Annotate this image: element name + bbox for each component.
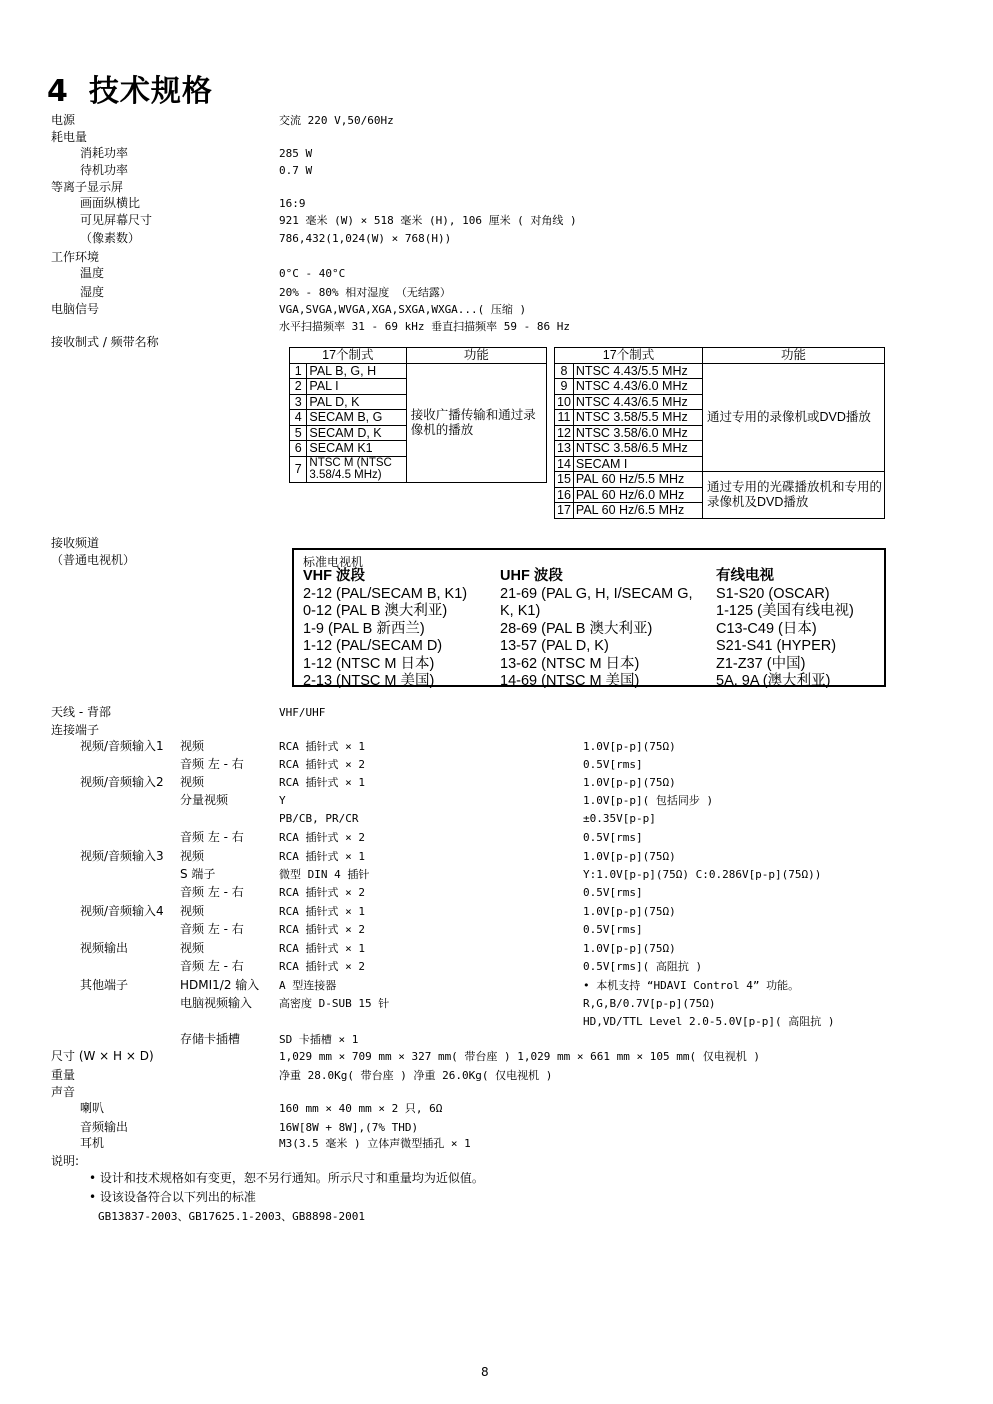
terminal-connector: PB/CB, PR/CR — [279, 812, 359, 825]
terminal-signal: R,G,B/0.7V[p-p](75Ω) — [583, 997, 716, 1010]
system-name: PAL 60 Hz/5.5 MHz — [573, 472, 702, 488]
section-title — [47, 66, 213, 110]
terminal-signal: 1.0V[p-p]( 包括同步 ) — [583, 794, 714, 807]
terminal-signal: 1.0V[p-p](75Ω) — [583, 740, 676, 753]
vhf-column — [303, 568, 467, 691]
terminal-connector: Y — [279, 794, 286, 807]
terminal-group-label: 视频/音频输入1 — [80, 739, 164, 753]
spec-label: 温度 — [80, 266, 105, 280]
system-name: NTSC 4.43/6.0 MHz — [573, 379, 702, 395]
spec-value: 921 毫米 (W) × 518 毫米 (H), 106 厘米 ( 对角线 ) — [279, 214, 577, 227]
spec-label: 耗电量 — [51, 130, 88, 144]
note-standards: GB13837-2003、GB17625.1-2003、GB8898-2001 — [98, 1210, 366, 1223]
table-header: 功能 — [406, 348, 546, 364]
terminal-signal: 1.0V[p-p](75Ω) — [583, 942, 676, 955]
row-number: 7 — [290, 456, 307, 482]
terminal-connector: A 型连接器 — [279, 979, 337, 992]
spec-label: 等离子显示屏 — [51, 180, 124, 194]
system-name: SECAM D, K — [307, 425, 406, 441]
spec-value: 交流 220 V,50/60Hz — [279, 114, 394, 127]
spec-label: 工作环境 — [51, 250, 100, 264]
terminal-connector: 微型 DIN 4 插针 — [279, 868, 370, 881]
row-number: 4 — [290, 410, 307, 426]
spec-label: 接收制式 / 频带名称 — [51, 335, 159, 349]
row-number: 8 — [555, 363, 574, 379]
channel-item: 14-69 (NTSC M 美国) — [500, 673, 640, 689]
terminal-group-label: 视频输出 — [80, 941, 129, 955]
system-name: NTSC 3.58/6.0 MHz — [573, 425, 702, 441]
terminal-type-label: HDMI1/2 输入 — [180, 978, 260, 992]
channel-item: 21-69 (PAL G, H, I/SECAM G, — [500, 585, 693, 602]
terminal-connector: RCA 插针式 × 2 — [279, 831, 365, 844]
vhf-title: VHF 波段 — [303, 568, 366, 584]
terminal-type-label: 视频 — [180, 739, 205, 753]
spec-label: 消耗功率 — [80, 146, 129, 160]
spec-value: 水平扫描频率 31 - 69 kHz 垂直扫描频率 59 - 86 Hz — [279, 320, 570, 333]
terminal-signal: 0.5V[rms] — [583, 831, 643, 844]
cable-column — [716, 568, 854, 691]
system-name: NTSC 4.43/6.5 MHz — [573, 394, 702, 410]
terminal-type-label: 视频 — [180, 941, 205, 955]
system-name: SECAM B, G — [307, 410, 406, 426]
spec-value: 净重 28.0Kg( 带台座 ) 净重 26.0Kg( 仅电视机 ) — [279, 1069, 553, 1082]
row-number: 5 — [290, 425, 307, 441]
spec-label: 待机功率 — [80, 163, 129, 177]
channel-item: 1-12 (NTSC M 日本) — [303, 655, 435, 672]
row-number: 6 — [290, 441, 307, 457]
terminal-signal: 1.0V[p-p](75Ω) — [583, 905, 676, 918]
terminal-type-label: 音频 左 - 右 — [180, 922, 244, 936]
terminal-signal: HD,VD/TTL Level 2.0-5.0V[p-p]( 高阻抗 ) — [583, 1015, 835, 1028]
uhf-title: UHF 波段 — [500, 568, 563, 584]
terminal-type-label: 音频 左 - 右 — [180, 959, 244, 973]
spec-value: 1,029 mm × 709 mm × 327 mm( 带台座 ) 1,029 mm × 661 mm × 105 mm( 仅电视机 ) — [279, 1050, 760, 1063]
terminal-type-label: 视频 — [180, 775, 205, 789]
row-number: 10 — [555, 394, 574, 410]
channel-item: 2-12 (PAL/SECAM B, K1) — [303, 585, 468, 602]
channels-label: 接收频道 — [51, 536, 100, 550]
spec-label: 画面纵横比 — [80, 196, 141, 210]
terminal-connector: RCA 插针式 × 2 — [279, 886, 365, 899]
terminal-connector: RCA 插针式 × 1 — [279, 776, 365, 789]
row-number: 11 — [555, 410, 574, 426]
note-item: • 设计和技术规格如有变更，恕不另行通知。所示尺寸和重量均为近似值。 — [89, 1171, 484, 1185]
terminal-type-label: 视频 — [180, 904, 205, 918]
terminal-signal: 0.5V[rms] — [583, 886, 643, 899]
row-number: 17 — [555, 503, 574, 519]
terminal-group-label: 天线 - 背部 — [51, 705, 111, 719]
terminal-signal: ±0.35V[p-p] — [583, 812, 656, 825]
channel-item: C13-C49 (日本) — [716, 620, 817, 637]
row-number: 13 — [555, 441, 574, 457]
system-name: PAL D, K — [307, 394, 406, 410]
spec-value: 16W[8W + 8W],(7% THD) — [279, 1121, 419, 1134]
section-title-text: 技术规格 — [88, 74, 213, 109]
terminal-group-label: 视频/音频输入2 — [80, 775, 164, 789]
spec-value: 0.7 W — [279, 164, 313, 177]
terminal-type-label: 电脑视频输入 — [180, 996, 253, 1010]
channel-item: 1-9 (PAL B 新西兰) — [303, 620, 425, 637]
spec-value: VGA,SVGA,WVGA,XGA,SXGA,WXGA...( 压缩 ) — [279, 303, 527, 316]
terminal-connector: RCA 插针式 × 1 — [279, 942, 365, 955]
uhf-column — [500, 568, 693, 691]
terminal-type-label: 视频 — [180, 849, 205, 863]
terminal-type-label: 音频 左 - 右 — [180, 757, 244, 771]
channel-item: Z1-Z37 (中国) — [716, 655, 806, 672]
channel-item: 28-69 (PAL B 澳大利亚) — [500, 620, 653, 637]
channel-item: 0-12 (PAL B 澳大利亚) — [303, 603, 448, 619]
terminal-connector: RCA 插针式 × 2 — [279, 923, 365, 936]
terminal-connector: RCA 插针式 × 1 — [279, 740, 365, 753]
function-cell: 通过专用的光碟播放机和专用的录像机及DVD播放 — [703, 472, 885, 519]
spec-label: （像素数） — [80, 231, 141, 245]
channels-sublabel: （普通电视机） — [51, 553, 136, 567]
channel-item: 2-13 (NTSC M 美国) — [303, 673, 435, 689]
terminal-group-label: 连接端子 — [51, 723, 100, 737]
spec-value: 0°C - 40°C — [279, 267, 346, 280]
system-name: NTSC 4.43/5.5 MHz — [573, 363, 702, 379]
terminal-connector: 高密度 D-SUB 15 针 — [279, 997, 390, 1010]
cable-title: 有线电视 — [716, 568, 774, 584]
function-cell: 接收广播传输和通过录像机的播放 — [406, 363, 546, 482]
spec-value: 285 W — [279, 147, 313, 160]
channel-item: 13-62 (NTSC M 日本) — [500, 655, 640, 672]
channels-box — [292, 548, 886, 687]
spec-label: 喇叭 — [80, 1101, 105, 1115]
terminal-type-label: 音频 左 - 右 — [180, 885, 244, 899]
terminal-connector: RCA 插针式 × 2 — [279, 758, 365, 771]
row-number: 14 — [555, 456, 574, 472]
note-item: • 设该设备符合以下列出的标准 — [89, 1190, 256, 1204]
system-name: PAL B, G, H — [307, 363, 406, 379]
table-header: 17个制式 — [290, 348, 407, 364]
terminal-signal: • 本机支持 “HDAVI Control 4” 功能。 — [583, 979, 800, 992]
terminal-type-label: 存储卡插槽 — [180, 1032, 241, 1046]
channel-item: S21-S41 (HYPER) — [716, 638, 837, 654]
terminal-connector: VHF/UHF — [279, 706, 326, 719]
terminal-group-label: 视频/音频输入4 — [80, 904, 164, 918]
system-name: NTSC 3.58/5.5 MHz — [573, 410, 702, 426]
terminal-signal: 1.0V[p-p](75Ω) — [583, 850, 676, 863]
terminal-connector: RCA 插针式 × 1 — [279, 905, 365, 918]
row-number: 9 — [555, 379, 574, 395]
channel-item: 1-12 (PAL/SECAM D) — [303, 638, 443, 654]
spec-label: 声音 — [51, 1085, 76, 1099]
notes-label: 说明: — [51, 1154, 80, 1168]
system-name: NTSC 3.58/6.5 MHz — [573, 441, 702, 457]
channel-item: S1-S20 (OSCAR) — [716, 585, 830, 602]
terminal-group-label: 视频/音频输入3 — [80, 849, 164, 863]
spec-label: 重量 — [51, 1068, 76, 1082]
channel-item: 5A, 9A (澳大利亚) — [716, 673, 831, 689]
spec-value: 786,432(1,024(W) × 768(H)) — [279, 232, 452, 245]
spec-value: 20% - 80% 相对湿度 （无结露） — [279, 286, 451, 299]
spec-label: 湿度 — [80, 285, 105, 299]
page-number: 8 — [481, 1365, 489, 1379]
function-cell: 通过专用的录像机或DVD播放 — [703, 363, 885, 472]
spec-label: 可见屏幕尺寸 — [80, 213, 153, 227]
channels-box-header: 标准电视机 — [303, 555, 364, 569]
table-header: 功能 — [703, 348, 885, 364]
channel-item: K, K1) — [500, 603, 541, 619]
terminal-type-label: 分量视频 — [180, 793, 229, 807]
spec-value: 160 mm × 40 mm × 2 只, 6Ω — [279, 1102, 443, 1115]
terminal-signal: 0.5V[rms]( 高阻抗 ) — [583, 960, 703, 973]
terminal-type-label: 音频 左 - 右 — [180, 830, 244, 844]
systems-table-right — [554, 347, 885, 519]
table-header: 17个制式 — [555, 348, 703, 364]
system-name: NTSC M (NTSC 3.58/4.5 MHz) — [307, 456, 406, 482]
terminal-connector: RCA 插针式 × 1 — [279, 850, 365, 863]
terminal-group-label: 其他端子 — [80, 978, 129, 992]
spec-label: 电脑信号 — [51, 302, 100, 316]
spec-label: 音频输出 — [80, 1120, 129, 1134]
terminal-connector: RCA 插针式 × 2 — [279, 960, 365, 973]
system-name: PAL 60 Hz/6.5 MHz — [573, 503, 702, 519]
section-number: 4 — [47, 74, 69, 109]
row-number: 1 — [290, 363, 307, 379]
channel-item: 1-125 (美国有线电视) — [716, 603, 854, 619]
system-name: PAL 60 Hz/6.0 MHz — [573, 487, 702, 503]
spec-label: 电源 — [51, 113, 76, 127]
row-number: 12 — [555, 425, 574, 441]
system-name: SECAM K1 — [307, 441, 406, 457]
terminal-connector: SD 卡插槽 × 1 — [279, 1033, 359, 1046]
terminal-signal: 0.5V[rms] — [583, 758, 643, 771]
terminal-signal: Y:1.0V[p-p](75Ω) C:0.286V[p-p](75Ω)) — [583, 868, 822, 881]
system-name: SECAM I — [573, 456, 702, 472]
row-number: 3 — [290, 394, 307, 410]
terminal-signal: 0.5V[rms] — [583, 923, 643, 936]
spec-label: 尺寸 (W × H × D) — [51, 1049, 154, 1063]
spec-label: 耳机 — [80, 1136, 105, 1150]
row-number: 15 — [555, 472, 574, 488]
terminal-signal: 1.0V[p-p](75Ω) — [583, 776, 676, 789]
terminal-type-label: S 端子 — [180, 867, 216, 881]
systems-table-left — [289, 347, 547, 483]
spec-value: 16:9 — [279, 197, 306, 210]
row-number: 16 — [555, 487, 574, 503]
system-name: PAL I — [307, 379, 406, 395]
spec-value: M3(3.5 毫米 ) 立体声微型插孔 × 1 — [279, 1137, 471, 1150]
channel-item: 13-57 (PAL D, K) — [500, 638, 609, 654]
row-number: 2 — [290, 379, 307, 395]
